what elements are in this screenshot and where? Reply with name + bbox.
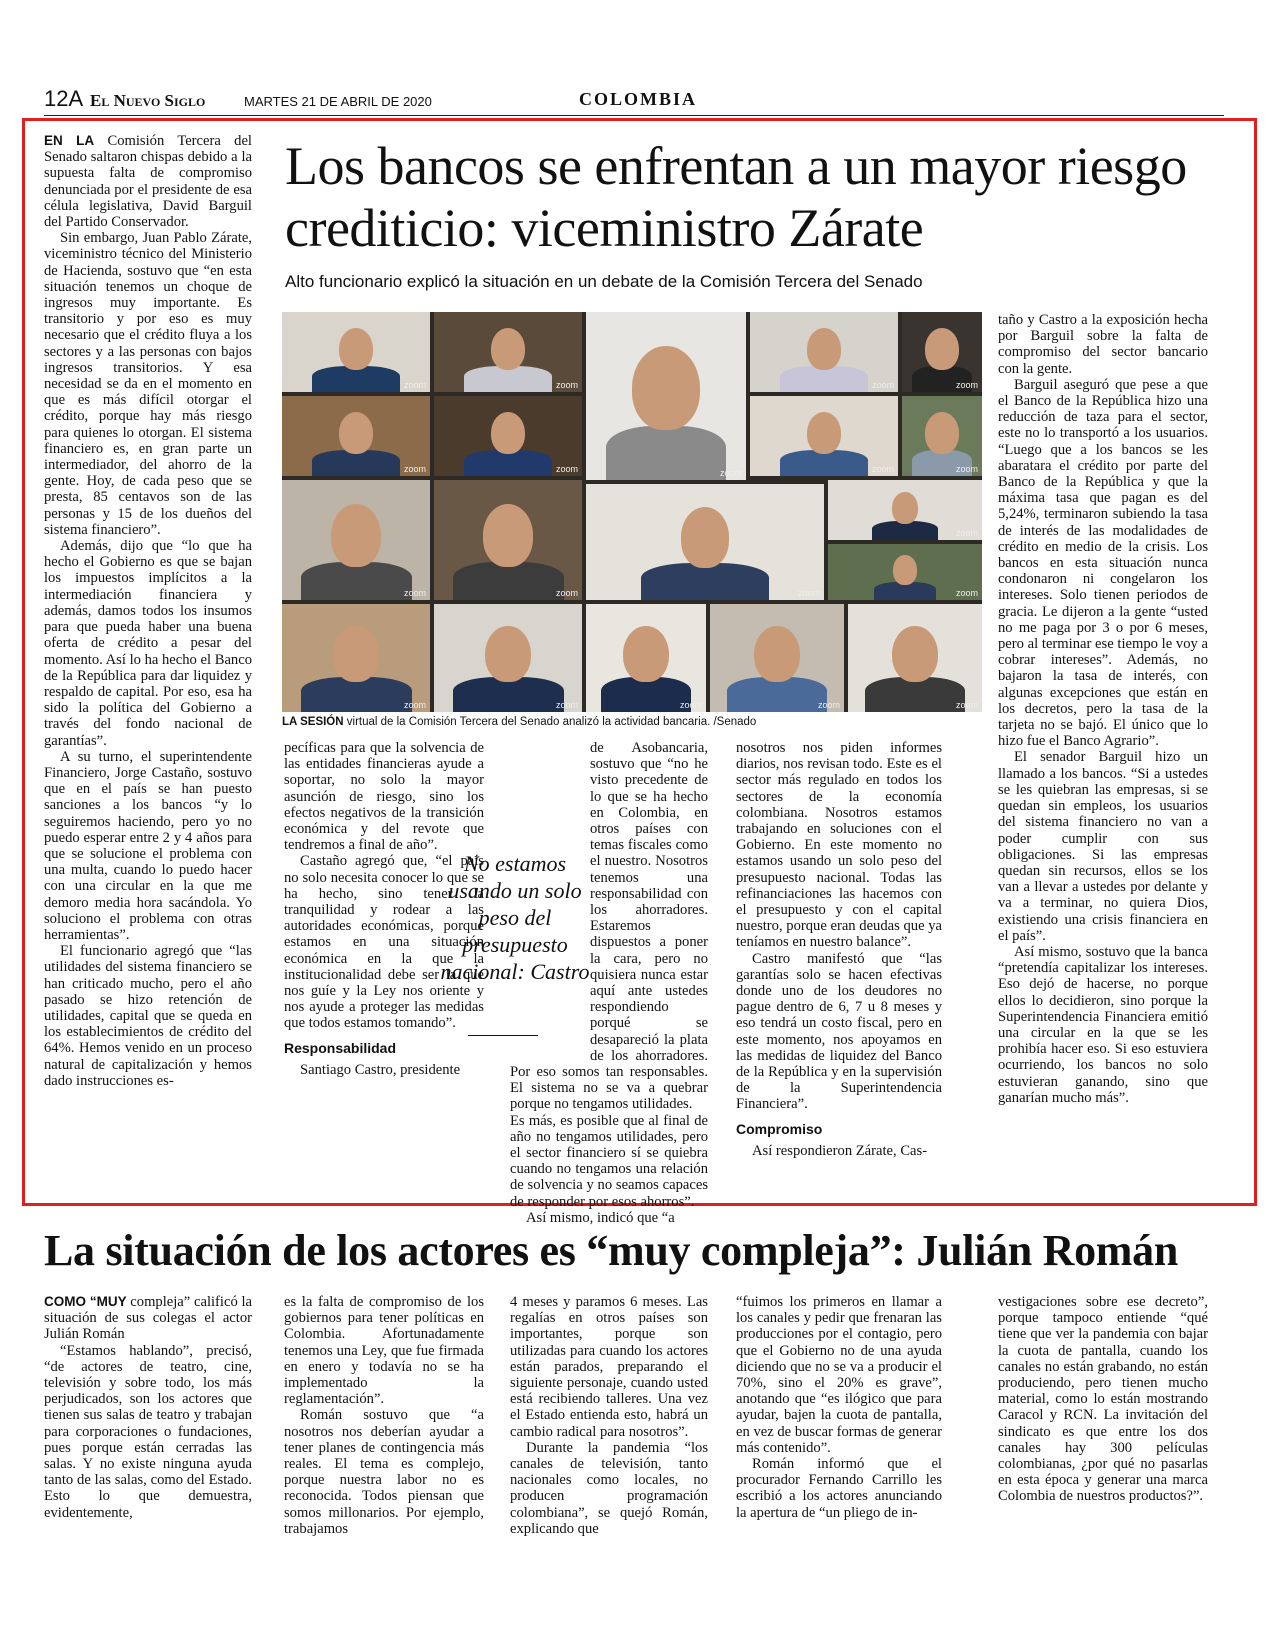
subhead: Compromiso [736,1120,823,1137]
zoom-watermark: zoom [817,700,840,710]
paragraph: nosotros nos piden informes diarios, nos revisan todo. Este es el sector más regulado en todos los sectores de la economía colombiana. Nosotros estamos trabajando en soluciones con el Gobierno. En este momento no estamos usando un solo peso del presupuesto nacional. Todas las refinanciaciones las hacemos con el presupuesto y con el capital nuestro, porque eran deudas que ya teníamos en nuestro balance”. [736,740,942,951]
participant-shirt [301,562,412,600]
participant-shirt [453,562,564,600]
participant-shirt [641,563,769,600]
paragraph: Román sostuvo que “a nosotros nos deberían ayudar a tener planes de contingencia más reales. El tema es complejo, porque nuestra labor no es reconocida. Todos piensan que somos millonarios. Por ejemplo, trabajamos [284,1407,484,1537]
participant-face [893,555,917,584]
paragraph: El senador Barguil hizo un llamado a los bancos. “Si a ustedes se les quiebran las empresas, si se quedan sin empleos, los usuarios del sistema financiero no van a poder cumplir con sus obligaciones. Si las empresas quedan sin recursos, ellos se los van a llevar a ustedes por delante y va a terminar, no quiera Dios, existiendo una crisis financiera en el país”. [998,749,1208,944]
zoom-watermark: zoom [797,588,820,598]
participant-video-tile [282,480,430,600]
paragraph: Castaño agregó que, “el país no solo necesita conocer lo que se ha hecho, sino tener la tranquilidad y rodear a las autoridades económicas, porque estamos en una situación económica en la que la institucionalidad debe ser la que nos guíe y la Ley nos oriente y nos ayude a proteger las medidas que todos estamos tomando”. [284,853,484,1032]
story1-column-1 [44,133,252,1089]
zoom-watermark: zoom [955,464,978,474]
participant-video-tile [902,396,982,476]
zoom-watermark: zoom [955,380,978,390]
participant-face [483,504,533,567]
participant-shirt [874,582,936,600]
participant-face [491,328,525,370]
participant-face [339,328,373,370]
participant-video-tile [828,544,982,600]
story2-headline: La situación de los actores es “muy compleja”: Julián Román [44,1226,1179,1275]
participant-shirt [780,366,868,392]
participant-video-tile [434,480,582,600]
participant-video-tile [828,480,982,540]
story1-lead-paragraph [44,133,252,230]
participant-face [623,626,668,683]
participant-face [632,346,699,430]
paragraph: Así respondieron Zárate, Cas- [752,1142,928,1159]
participant-shirt [780,450,868,476]
story1-column-5 [998,312,1208,1106]
video-conference-photo [282,312,982,712]
paragraph: Así mismo, indicó que “a [526,1209,675,1226]
zoom-watermark: zoom [555,464,578,474]
participant-face [925,328,959,370]
story2-lead-paragraph [44,1294,252,1343]
paragraph: taño y Castro a la exposición hecha por Barguil sobre la falta de compromiso del sector bancario con la gente. [998,312,1208,377]
zoom-watermark: zoom [403,380,426,390]
participant-video-tile [848,604,982,712]
lead-in: EN LA [44,133,95,148]
caption-text: virtual de la Comisión Tercera del Senado analizó la actividad bancaria. /Senado [343,716,757,728]
participant-face [333,626,378,683]
story1-headline: Los bancos se enfrentan a un mayor riesgo crediticio: viceministro Zárate [285,136,1187,258]
paragraph: El funcionario agregó que “las utilidades del sistema financiero se han criticado mucho, pero el año pasado se hizo retención de utilidades, capital que se queda en los establecimientos de crédito del 64%. Hemos venido en un proceso natural de capitalización y hemos dado instrucciones es- [44,943,252,1089]
participant-video-tile [434,604,582,712]
participant-video-tile [750,312,898,392]
zoom-watermark: zoom [955,528,978,538]
zoom-watermark: zoom [955,700,978,710]
participant-video-tile [586,312,746,480]
participant-face [491,412,525,454]
participant-video-tile [282,312,430,392]
participant-face [754,626,799,683]
caption-lead: LA SESIÓN [282,716,344,728]
zoom-watermark: zoom [955,588,978,598]
paragraph: Además, dijo que “lo que ha hecho el Gobierno es que se bajan los impuestos implícitos a la intermediación financiera y además, damos todos los insumos para que pueda haber una buena oferta de crédito a pesar del momento. Así lo ha hecho el Banco de la República para dar liquidez y respaldo de capital. Por eso, esa ha sido la política del Gobierno a través del fondo nacional de garantías”. [44,538,252,749]
section-name: COLOMBIA [579,89,698,109]
story2-column-4 [736,1294,942,1521]
pull-quote: No estamos usando un solo peso del presupuesto nacional: Castro [440,851,590,984]
paragraph: Santiago Castro, presidente [300,1061,461,1078]
paragraph: de Asobancaria, sostuvo que “no he visto precedente de lo que se ha hecho en Colombia, en otros países con temas fiscales como el nuestro. Nosotros tenemos una responsabilidad con los ahorradores. Estaremos dispuestos a poner la cara, pero no quisiera nunca estar aquí ante ustedes respondiendo porqué se desapareció la plata de los ahorradores. Por eso somos tan responsables. El sistema no se va a quebrar porque no tengamos utilidades. [510,740,708,1113]
participant-video-tile [434,396,582,476]
zoom-watermark: zoom [871,464,894,474]
paragraph: “fuimos los primeros en llamar a los canales y pedir que frenaran las producciones por el contagio, pero que el Gobierno no de una ayuda diciendo que no se va a producir el 70%, sino el 20% es grave”, anotando que “es ilógico que para ayudar, bajen la cuota de pantalla, en vez de buscar formas de generar más contenido”. [736,1294,942,1456]
zoom-watermark: zoom [555,380,578,390]
story2-column-2 [284,1294,484,1537]
page-number: 12A [44,86,84,111]
paragraph: Barguil aseguró que pese a que el Banco de la República hizo una reducción de taza para el sector, este no lo transportó a los usuarios. “Luego que a los bancos se les abaratara el crédito por parte del Banco de la República y que la máxima tasa que pagan es del 5,24%, terminaron subiendo la tasa de interés de las modalidades de crédito en medio de la crisis. Los bancos en esta situación nunca condonaron ni congelaron los intereses. Solo tienen periodos de gracia. Le dijeron a la gente “usted no me paga por 3 o por 6 meses, pero al terminar ese tiempo le voy a cobrar intereses”. Además, no bajaron la tasa de interés, con algunas excepciones que están en los decretos, pero la tasa de la tarjeta no se bajó. El único que lo hizo fue el Banco Agrario”. [998,376,1208,750]
paragraph: 4 meses y paramos 6 meses. Las regalías en otros países son importantes, porque son utilizadas para cuando los actores están parados, preparando el siguiente personaje, cuando usted está recibiendo talleres. Una vez el Estado entienda esto, habrá un cambio radical para nosotros”. [510,1294,708,1440]
subhead: Responsabilidad [284,1039,397,1056]
participant-shirt [865,677,966,712]
story1-column-4 [736,740,942,1159]
participant-shirt [301,677,412,712]
newspaper-name: El Nuevo Siglo [90,91,206,110]
paragraph: Durante la pandemia “los canales de televisión, tanto nacionales como locales, no producen programación colombiana”, se quejó Román, explicando que [510,1439,708,1537]
story1-deck: Alto funcionario explicó la situación en un debate de la Comisión Tercera del Senado [285,272,923,291]
participant-video-tile [434,312,582,392]
paragraph: Castro manifestó que “las garantías solo se hacen efectivas donde uno de los deudores no pague dentro de 6, 7 u 8 meses y eso tendrá un costo fiscal, pero en este momento, nos apoyamos en las medidas de liquidez del Banco de la República y en la supervisión de la Superintendencia Financiera”. [736,950,942,1113]
story2-column-3 [510,1294,708,1537]
participant-shirt [464,366,552,392]
story1-column-3 [510,740,708,1226]
participant-face [892,626,937,683]
participant-video-tile [750,396,898,476]
zoom-watermark: zoom [679,700,702,710]
paragraph: es la falta de compromiso de los gobiernos para tener políticas en Colombia. Afortunadamente tenemos una Ley, que fue firmada en enero y todavía no se ha implementado la reglamentación”. [284,1294,484,1408]
participant-video-tile [586,604,706,712]
zoom-watermark: zoom [871,380,894,390]
participant-shirt [312,450,400,476]
paragraph: Comisión Tercera del Senado saltaron chispas debido a la supuesta falta de compromiso denunciada por el presidente de esa célula legislativa, David Barguil del Partido Conservador. [44,133,252,231]
participant-video-tile [282,604,430,712]
participant-shirt [727,677,828,712]
zoom-watermark: zoom [403,464,426,474]
participant-face [807,328,841,370]
page-header [44,86,1224,116]
paragraph: A su turno, el superintendente Financiero, Jorge Castaño, sostuvo que en el país se han puesto sanciones a los bancos “y lo seguiremos haciendo, pero yo no puedo esperar entre 2 y 4 años para que se solucione el problema con una multa, cuando lo puedo hacer con una circular en la que me demoro media hora sacándola. Yo soluciono el problema con otras herramientas”. [44,748,252,943]
photo-caption [282,716,982,728]
zoom-watermark: zoom [719,468,742,478]
story2-column-1 [44,1294,252,1521]
participant-shirt [453,677,564,712]
participant-face [925,412,959,454]
participant-video-tile [902,312,982,392]
participant-shirt [464,450,552,476]
participant-face [892,492,917,524]
paragraph: Román informó que el procurador Fernando Carrillo les escribió a los actores anunciando la apertura de “un pliego de in- [736,1456,942,1521]
paragraph: “Estamos hablando”, precisó, “de actores de teatro, cine, televisión y sobre todo, los más perjudicados, son los actores que tienen sus salas de teatro y trabajan para corporaciones o fundaciones, pues porque están cerradas las salas. Y no existe ninguna ayuda tanto de las salas, como del Estado. Esto lo que demuestra, evidentemente, [44,1342,252,1521]
lead-in: COMO “MUY [44,1294,127,1309]
participant-face [681,507,730,568]
participant-face [339,412,373,454]
paragraph: compleja” calificó la situación de sus colegas el actor Julián Román [44,1294,252,1343]
participant-video-tile [710,604,844,712]
participant-shirt [601,677,691,712]
participant-video-tile [282,396,430,476]
issue-date: MARTES 21 DE ABRIL DE 2020 [244,94,432,109]
participant-face [485,626,530,683]
zoom-watermark: zoom [403,588,426,598]
participant-shirt [606,426,726,480]
participant-video-tile [586,484,824,600]
zoom-watermark: zoom [555,588,578,598]
zoom-watermark: zoom [555,700,578,710]
participant-shirt [312,366,400,392]
pull-quote-spacer [510,806,590,1056]
participant-face [807,412,841,454]
participant-face [331,504,381,567]
paragraph: pecíficas para que la solvencia de las entidades financieras ayude a soportar, no solo la mayor asunción de riesgo, sino los efectos negativos de la transición económica y del revote que tendremos a final de año”. [284,740,484,854]
paragraph: Sin embargo, Juan Pablo Zárate, viceministro técnico del Ministerio de Hacienda, sostuvo que “en esta situación tenemos un choque de ingresos muy importante. Es transitorio y por eso es muy necesario que el crédito fluya a los sectores y a las personas con bajos ingresos transitorios. Y esa necesidad se da en el momento en que es más difícil otorgar el crédito, porque hay más riesgo para quienes lo otorgan. El sistema financiero es, en gran parte un intermediador, del ahorro de la gente. Hoy, de cada peso que se presta, 85 centavos son de las personas y 15 de los dueños del sistema financiero”. [44,230,252,538]
story2-column-5 [998,1294,1208,1505]
participant-shirt [872,521,938,540]
paragraph: Así mismo, sostuvo que la banca “pretendía capitalizar los intereses. Eso dejó de hacerse, no porque ellos lo decidieron, sino porque la Superintendencia Financiera emitió una circular en la que se les prohibía hacer eso. Si eso estuviera ocurriendo, los bancos no solo estuvieran ganando, sino que ganarían mucho más”. [998,943,1208,1106]
zoom-watermark: zoom [403,700,426,710]
paragraph: Es más, es posible que al final de año no tengamos utilidades, pero el sector financiero sí se quiebra cuando no tengamos una relación de solvencia y no seamos capaces de responder por esos ahorros”. [510,1112,708,1210]
paragraph: vestigaciones sobre ese decreto”, porque tampoco entiende “qué tiene que ver la pandemia con bajar la cuota de pantalla, cuando los canales no están grabando, no están produciendo, pero tienen mucho material, como lo están mostrando Caracol y RCN. La invitación del sindicato es que entre los dos canales hay 300 películas colombianas, ¿por qué no pasarlas en esta época y generar una marca Colombia de nuestros productos?”. [998,1294,1208,1505]
